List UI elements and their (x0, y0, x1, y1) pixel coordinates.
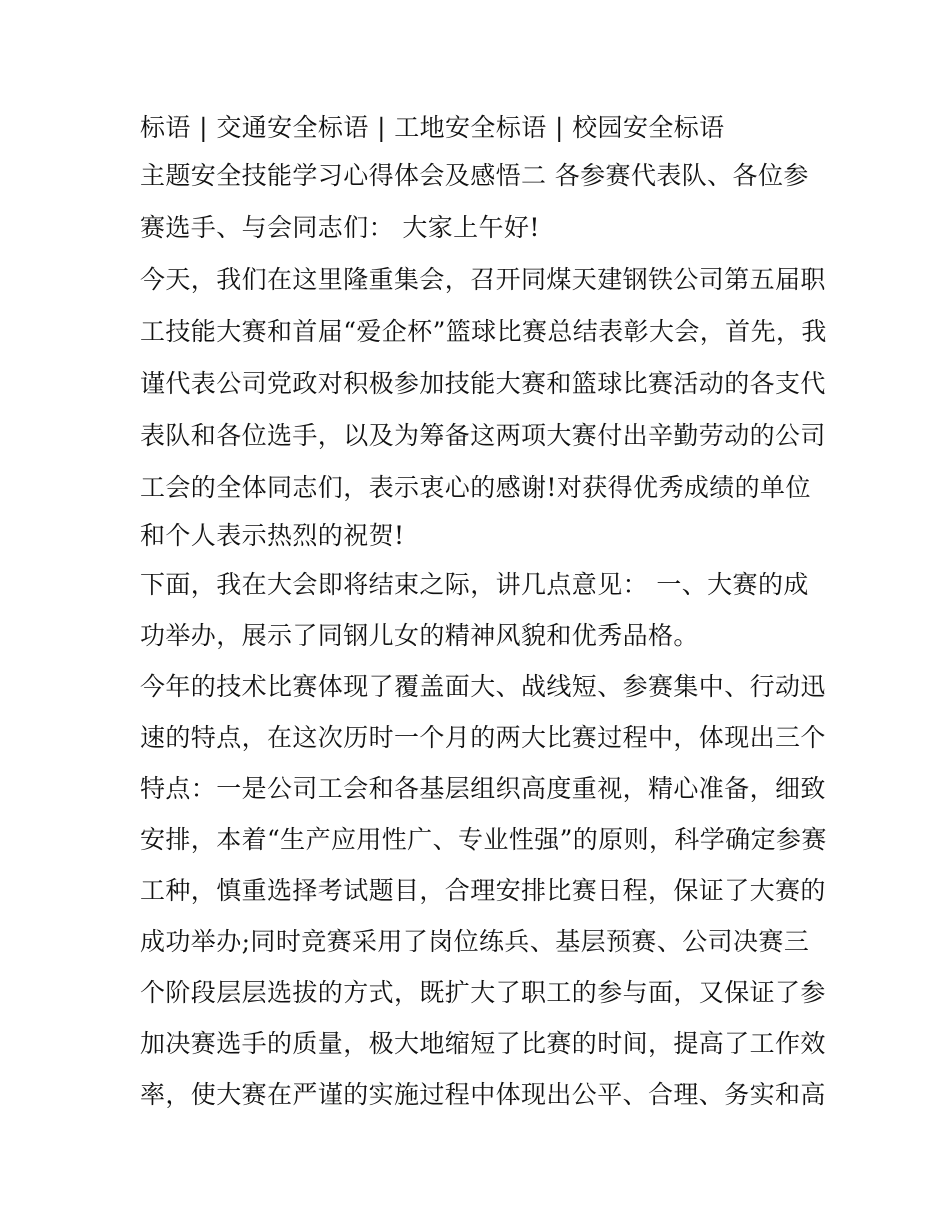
text-line-2: 主题安全技能学习心得体会及感悟二 各参赛代表队、各位参 (140, 161, 809, 190)
text-line-13: 速的特点，在这次历时一个月的两大比赛过程中，体现出三个 (140, 723, 826, 752)
text-line-11: 功举办，展示了同钢儿女的精神风貌和优秀品格。 (140, 621, 699, 650)
text-line-18: 个阶段层层选拔的方式，既扩大了职工的参与面，又保证了参 (140, 978, 826, 1007)
text-line-17: 成功举办;同时竞赛采用了岗位练兵、基层预赛、公司决赛三 (140, 927, 810, 956)
text-line-4: 今天，我们在这里隆重集会，召开同煤天建钢铁公司第五届职 (140, 265, 826, 294)
text-line-6: 谨代表公司党政对积极参加技能大赛和篮球比赛活动的各支代 (140, 369, 826, 398)
text-line-10: 下面，我在大会即将结束之际，讲几点意见： 一、大赛的成 (140, 570, 809, 599)
text-line-5: 工技能大赛和首届“爱企杯”篮球比赛总结表彰大会，首先，我 (140, 317, 827, 346)
text-line-9: 和个人表示热烈的祝贺! (140, 521, 405, 550)
text-line-20: 率，使大赛在严谨的实施过程中体现出公平、合理、务实和高 (140, 1080, 826, 1109)
text-line-14: 特点：一是公司工会和各基层组织高度重视，精心准备，细致 (140, 774, 826, 803)
text-line-16: 工种，慎重选择考试题目，合理安排比赛日程，保证了大赛的 (140, 876, 826, 905)
text-line-3: 赛选手、与会同志们： 大家上午好! (140, 213, 540, 242)
text-line-8: 工会的全体同志们，表示衷心的感谢!对获得优秀成绩的单位 (140, 473, 811, 502)
text-line-7: 表队和各位选手，以及为筹备这两项大赛付出辛勤劳动的公司 (140, 421, 826, 450)
text-line-15: 安排，本着“生产应用性广、专业性强”的原则，科学确定参赛 (140, 825, 827, 854)
text-line-12: 今年的技术比赛体现了覆盖面大、战线短、参赛集中、行动迅 (140, 672, 826, 701)
text-line-19: 加决赛选手的质量，极大地缩短了比赛的时间，提高了工作效 (140, 1029, 826, 1058)
text-line-1: 标语 | 交通安全标语 | 工地安全标语 | 校园安全标语 (140, 113, 725, 142)
